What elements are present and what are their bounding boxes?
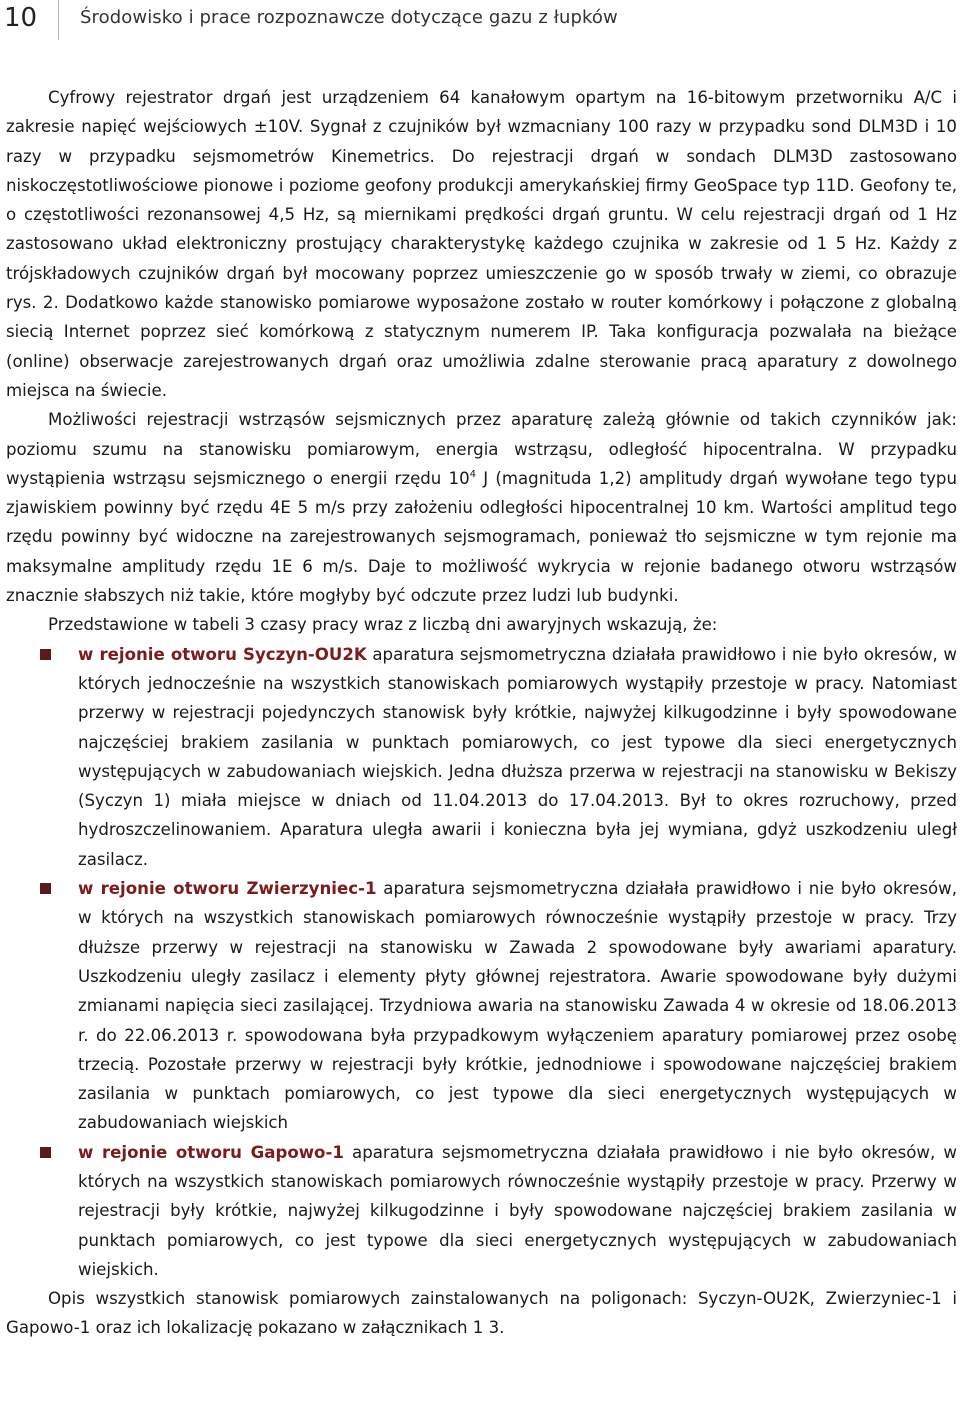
- page-header: [0, 0, 960, 40]
- paragraph-detection: [6, 405, 957, 610]
- square-bullet-icon: [40, 649, 51, 660]
- paragraph-recorder: Cyfrowy rejestrator drgań jest urządzeniem 64 kanałowym opartym na 16-bitowym przetworniku A/C i zakresie napięć wejściowych ±10V. Sygnał z czujników był wzmacniany 100 razy w przypadku sond DLM3D i 10 razy w przypadku sejsmometrów Kinemetrics. Do rejestracji drgań w sondach DLM3D zastosowano niskoczęstotliwościowe pionowe i poziome geofony produkcji amerykańskiej firmy GeoSpace typ 11D. Geofony te, o częstotliwości rezonansowej 4,5 Hz, są miernikami prędkości drgań gruntu. W celu rejestracji drgań od 1 Hz zastosowano układ elektroniczny prostujący charakterystykę każdego czujnika w zakresie od 1 5 Hz. Każdy z trójskładowych czujników drgań był mocowany poprzez umieszczenie go w sposób trwały w ziemi, co obrazuje rys. 2. Dodatkowo każde stanowisko pomiarowe wyposażone zostało w router komórkowy i połączone z globalną siecią Internet poprzez sieć komórkową z statycznym numerem IP. Taka konfiguracja pozwalała na bieżące (online) obserwacje zarejestrowanych drgań oraz umożliwia zdalne sterowanie pracą aparatury z dowolnego miejsca na świecie.: [6, 88, 957, 400]
- list-item-gapowo: [6, 1138, 957, 1284]
- list-item-syczyn: [6, 640, 957, 874]
- square-bullet-icon: [40, 883, 51, 894]
- list-item-text: aparatura sejsmometryczna działała prawidłowo i nie było okresów, w których na wszystkich stanowiskach pomiarowych równocześnie wystąpiły przestoje w pracy. Przerwy w rejestracji były krótkie, najwyżej kilkugodzinne i były spowodowane najczęściej brakiem zasilania w punktach pomiarowych, co jest typowe dla sieci energetycznych występujących w zabudowaniach wiejskich.: [78, 1142, 958, 1279]
- header-divider: [58, 0, 59, 40]
- paragraph-appendix: Opis wszystkich stanowisk pomiarowych zainstalowanych na poligonach: Syczyn-OU2K, Zwierzyniec-1 i Gapowo-1 oraz ich lokalizację pokazano w załącznikach 1 3.: [6, 1289, 957, 1338]
- list-item-keyword: w rejonie otworu Zwierzyniec-1: [78, 879, 377, 899]
- paragraph-intro-list: Przedstawione w tabeli 3 czasy pracy wraz z liczbą dni awaryjnych wskazują, że:: [48, 615, 718, 635]
- exponent: 4: [469, 468, 477, 480]
- page-number: 10: [4, 3, 38, 33]
- list-item-zwierzyniec: [6, 874, 957, 1138]
- square-bullet-icon: [40, 1147, 51, 1158]
- list-item-keyword: w rejonie otworu Gapowo-1: [78, 1142, 344, 1162]
- list-item-text: aparatura sejsmometryczna działała prawidłowo i nie było okresów, w których jednocześnie na wszystkich stanowiskach pomiarowych wystąpiły przestoje w pracy. Natomiast przerwy w rejestracji pojedynczych stanowisk były krótkie, najwyżej kilkugodzinne i były spowodowane najczęściej brakiem zasilania w punktach pomiarowych, co jest typowe dla sieci energetycznych występujących w zabudowaniach wiejskich. Jedna dłuższa przerwa w rejestracji na stanowisku w Bekiszy (Syczyn 1) miała miejsce w dniach od 11.04.2013 do 17.04.2013. Był to okres rozruchowy, przed hydroszczelinowaniem. Aparatura uległa awarii i konieczna była jej wymiana, gdyż uszkodzeniu uległ zasilacz.: [78, 644, 958, 869]
- document-body: [6, 83, 957, 1343]
- list-item-text: aparatura sejsmometryczna działała prawidłowo i nie było okresów, w których na wszystkich stanowiskach pomiarowych równocześnie wystąpiły przestoje w pracy. Trzy dłuższe przerwy w rejestracji na stanowisku w Zawada 2 spowodowane były awariami aparatury. Uszkodzeniu uległy zasilacz i elementy płyty głównej rejestratora. Awarie spowodowane były dużymi zmianami napięcia sieci zasilającej. Trzydniowa awaria na stanowisku Zawada 4 w okresie od 18.06.2013 r. do 22.06.2013 r. spowodowana była przypadkowym wyłączeniem aparatury pomiarowej przez osobę trzecią. Pozostałe przerwy w rejestracji były krótkie, jednodniowe i spowodowane najczęściej brakiem zasilania w punktach pomiarowych, co jest typowe dla sieci energetycznych występujących w zabudowaniach wiejskich: [78, 879, 957, 1133]
- running-title: Środowisko i prace rozpoznawcze dotyczące gazu z łupków: [80, 7, 618, 28]
- findings-list: [6, 640, 957, 1285]
- paragraph-detection-part2: J (magnituda 1,2) amplitudy drgań wywołane tego typu zjawiskiem powinny być rzędu 4E 5 m/s przy założeniu odległości hipocentralnej 10 km. Wartości amplitud tego rzędu powinny być widoczne na zarejestrowanych sejsmogramach, ponieważ tło sejsmiczne w tym rejonie ma maksymalne amplitudy rzędu 1E 6 m/s. Daje to możliwość wykrycia w rejonie badanego otworu wstrząsów znacznie słabszych niż takie, które mogłyby być odczute przez ludzi lub budynki.: [6, 468, 957, 606]
- list-item-keyword: w rejonie otworu Syczyn-OU2K: [78, 644, 367, 664]
- paragraph-detection-part1: Możliwości rejestracji wstrząsów sejsmicznych przez aparaturę zależą głównie od takich czynników jak: poziomu szumu na stanowisku pomiarowym, energia wstrząsu, odległość hipocentralna. W przypadku wystąpienia wstrząsu sejsmicznego o energii rzędu 10: [6, 410, 957, 488]
